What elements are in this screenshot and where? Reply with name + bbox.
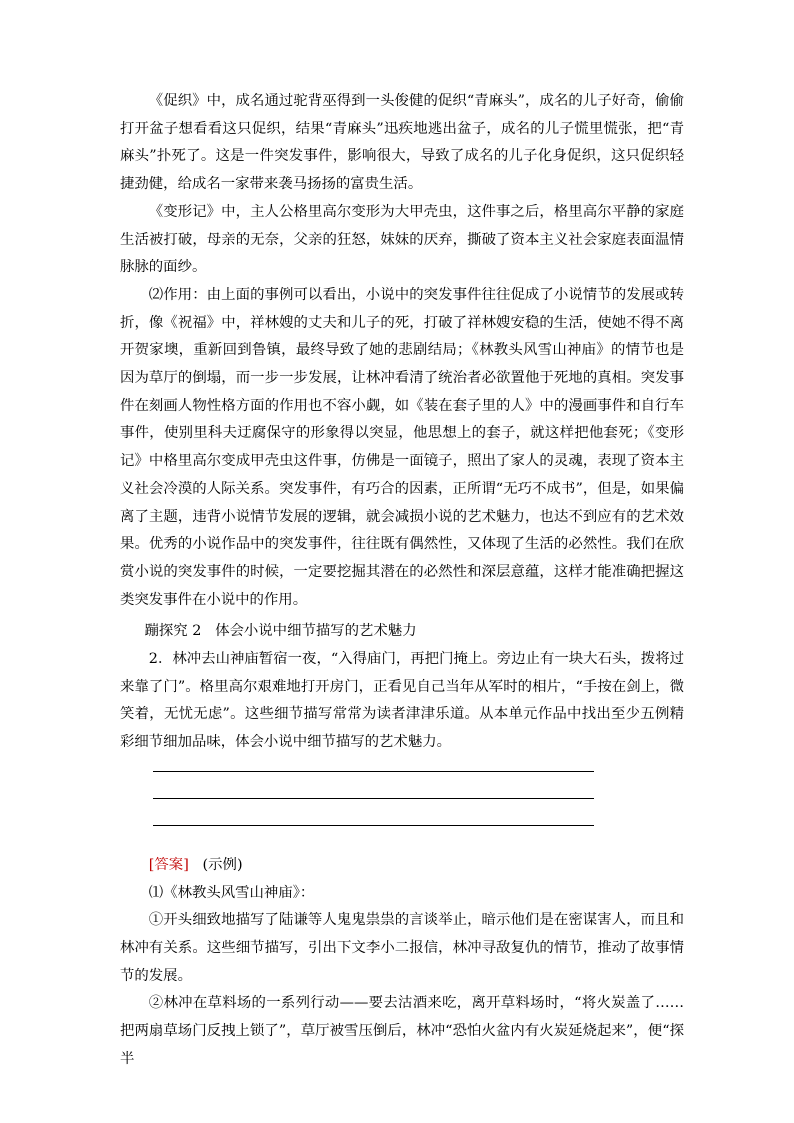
answer-line-title: ⑴《林教头风雪山神庙》： (148, 884, 315, 901)
blank-line[interactable] (153, 825, 594, 826)
paragraph-metamorphosis: 《变形记》中，主人公格里高尔变形为大甲壳虫，这件事之后，格里高尔平静的家庭生活被打破，母亲的无奈，父亲的狂怒，妹妹的厌弃，撕破了资本主义社会家庭表面温情脉脉的面纱。 (120, 203, 684, 276)
answer-note: (示例) (202, 856, 243, 873)
answer-heading (120, 852, 684, 880)
answer-line-1: ①开头细致地描写了陆谦等人鬼鬼祟祟的言谈举止，暗示他们是在密谋害人，而且和林冲有关系。这些细节描写，引出下文李小二报信，林冲寻敌复仇的情节，推动了故事情节的发展。 (120, 912, 684, 984)
paragraph-function: ⑵作用：由上面的事例可以看出，小说中的突发事件往往促成了小说情节的发展或转折，像《祝福》中，祥林嫂的丈夫和儿子的死，打破了祥林嫂安稳的生活，使她不得不离开贺家墺，重新回到鲁镇，最终导致了她的悲剧结局；《林教头风雪山神庙》的情节也是因为草厅的倒塌，而一步一步发展，让林冲看清了统治者必欲置他于死地的真相。突发事件在刻画人物性格方面的作用也不容小觑，如《装在套子里的人》中的漫画事件和自行车事件，使别里科夫迂腐保守的形象得以突显，他思想上的套子，就这样把他套死；《变形记》中格里高尔变成甲壳虫这件事，仿佛是一面镜子，照出了家人的灵魂，表现了资本主义社会冷漠的人际关系。突发事件，有巧合的因素，正所谓“无巧不成书”，但是，如果偏离了主题，违背小说情节发展的逻辑，就会减损小说的艺术魅力，也达不到应有的艺术效果。优秀的小说作品中的突发事件，往往既有偶然性，又体现了生活的必然性。我们在欣赏小说的突发事件的时候，一定要挖掘其潜在的必然性和深层意蕴，这样才能准确把握这类突发事件在小说中的作用。 (120, 286, 684, 608)
answer-tag: [答案] (148, 856, 189, 873)
section-title: 体会小说中细节描写的艺术魅力 (215, 623, 417, 640)
answer-blank-lines (153, 771, 684, 826)
blank-line[interactable] (153, 771, 594, 772)
question-text: 2．林冲去山神庙暂宿一夜，“入得庙门，再把门掩上。旁边止有一块大石头，拨将过来靠了门”。格里高尔艰难地打开房门，正看见自己当年从军时的相片，“手按在剑上，微笑着，无忧无虑”。这些细节描写常常为读者津津乐道。从本单元作品中找出至少五例精彩细节细加品味，体会小说中细节描写的艺术魅力。 (120, 651, 684, 751)
answer-line-2: ②林冲在草料场的一系列行动——要去沽酒来吃，离开草料场时，“将火炭盖了……把两扇草场门反拽上锁了”，草厅被雪压倒后，林冲“恐怕火盆内有火炭延烧起来”，便“探半 (120, 995, 684, 1067)
section-label: 蹦探究 2 (144, 623, 202, 640)
section-heading (120, 618, 684, 646)
paragraph-cuzhi: 《促织》中，成名通过驼背巫得到一头俊健的促织“青麻头”，成名的儿子好奇，偷偷打开盆子想看看这只促织，结果“青麻头”迅疾地逃出盆子，成名的儿子慌里慌张，把“青麻头”扑死了。这是一件突发事件，影响很大，导致了成名的儿子化身促织，这只促织轻捷劲健，给成名一家带来袭马扬扬的富贵生活。 (120, 93, 684, 193)
blank-line[interactable] (153, 798, 594, 799)
document-page (120, 88, 684, 1074)
